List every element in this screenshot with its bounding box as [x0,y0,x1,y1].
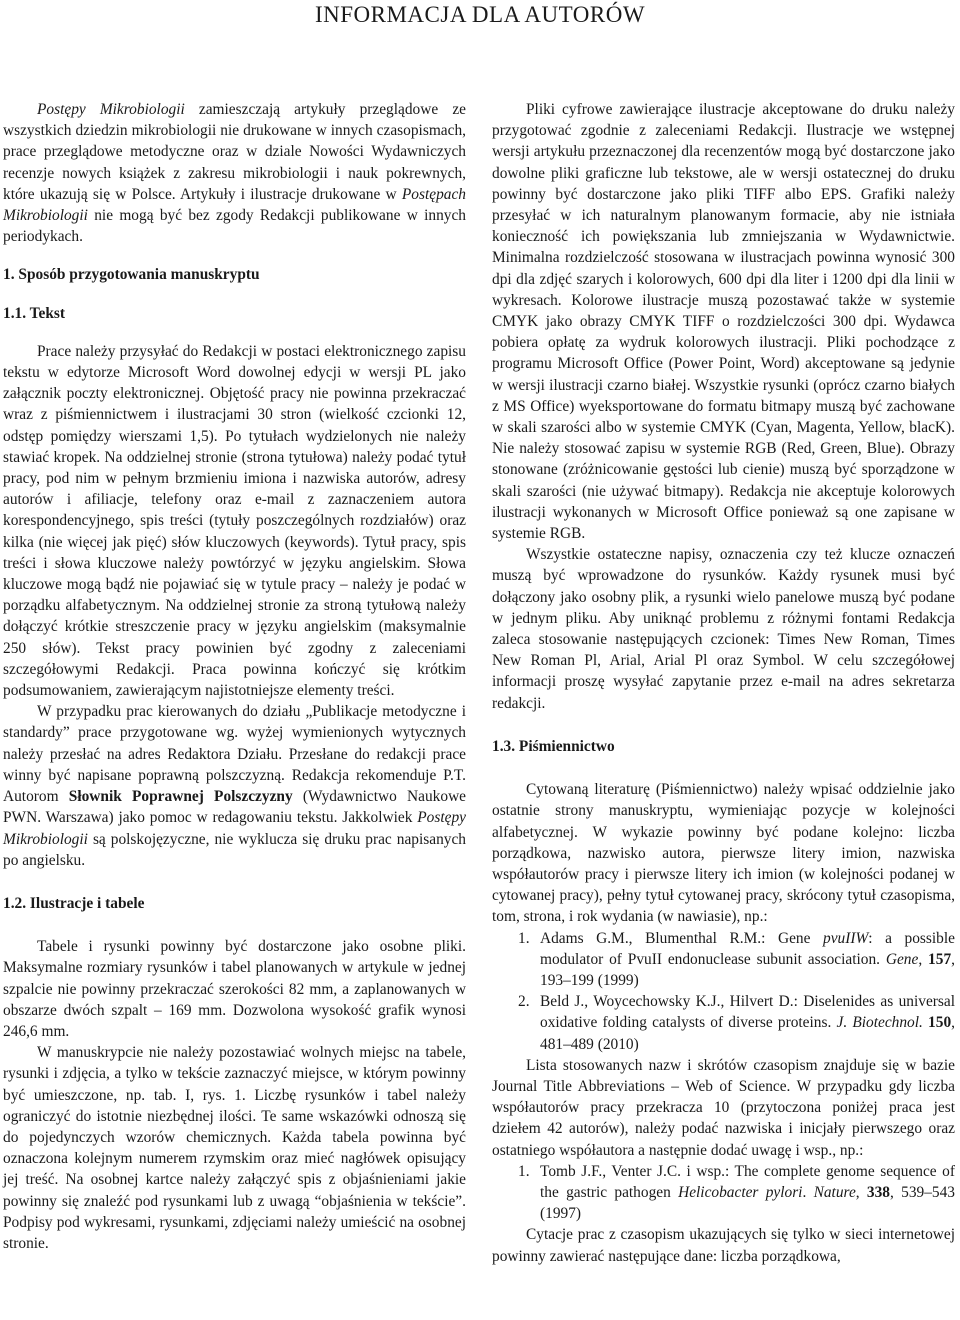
reference-item: 2. Beld J., Woycechowsky K.J., Hilvert D.: Diselenides as universal oxidative folding catalysts of diverse proteins. J. Biotechnol. 150, 481–489 (2010) [518,993,955,1053]
right-column [492,99,955,1267]
section-heading-1-2: 1.2. Ilustracje i tabele [3,894,145,912]
reference-item: 1. Adams G.M., Blumenthal R.M.: Gene pvuIIW: a possible modulator of PvuII endonuclease subunit association. Gene, 157, 193–199 (1999) [518,929,955,989]
text-paragraph: W przypadku prac kierowanych do działu „Publikacje metodyczne i standardy” prace przygotowane wg. wyżej wymienionych wytycznych należy przesłać na adres Redaktora Działu. Przesłane do redakcji prace winny być napisane poprawną polszczyzną. Redakcja rekomenduje P.T. Autorom Słownik Poprawnej Polszczyzny (Wydawnictwo Naukowe PWN. Warszawa) jako pomoc w redagowaniu tekstu. Jakkolwiek Postępy Mikrobiologii są polskojęzyczne, nie wyklucza się druku prac napisanych po angielsku. [3,703,467,869]
left-column [3,99,466,1254]
text-paragraph: Tabele i rysunki powinny być dostarczone jako osobne pliki. Maksymalne rozmiary rysunków i tabel planowanych w artykule w jednej szpalcie nie powinny przekraczać szerokości 82 mm, a zaplanowanych w obszarze dwóch szpalt – 169 mm. Dozwolona wysokość grafik wynosi 246,6 mm. [3,938,466,1040]
reference-list [492,1161,955,1225]
text-paragraph: Cytowaną literaturę (Piśmiennictwo) należy wpisać oddzielnie jako ostatnie strony manuskryptu, wymieniając pozycje w kolejności alfabetycznej. W wykazie powinny być podane kolejno: liczba porządkowa, nazwisko autora, pierwsze litery imion, nazwiska współautorów pracy i pierwsze litery ich imion (w kolejności podanej w cytowanej pracy), pełny tytuł cytowanej pracy, skrócony tytuł czasopisma, tom, strona, i rok wydania (w nawiasie), np.: [492,781,955,926]
section-heading-1-3: 1.3. Piśmiennictwo [492,737,615,755]
text-paragraph: Pliki cyfrowe zawierające ilustracje akceptowane do druku należy przygotować zgodnie z zaleceniami Redakcji. Ilustracje we wstępnej wersji artykułu przeznaczonej dla recenzentów mogą być dostarczone jako dowolne pliki graficzne lub tekstowe, ale w wersji ostatecznej do druku powinny być dostarczone jako pliki TIFF albo EPS. Grafiki należy przesyłać w ich naturalnym planowanym formacie, aby nie istniała konieczność ich powiększania lub zmniejszania w Wydawnictwie. Minimalna rozdzielczość stosowana w ilustracjach powinna wynosić 300 dpi dla zdjęć szarych i kolorowych, 600 dpi dla liter i 1200 dpi dla linii w wykresach. Kolorowe ilustracje muszą pozostawać także w systemie CMYK jako obrazy CMYK TIFF o rozdzielczości 300 dpi. Wydawca pobiera opłatę za wydruk kolorowych ilustracji. Pliki pochodzące z programu Microsoft Office (Power Point, Word) akceptowane są jedynie w wersji ilustracji czarno białej. Wszystkie rysunki (oprócz czarno białych z MS Office) wyeksportowane do formatu bitmapy muszą być zachowane w skali szarości albo w systemie CMYK (Cyan, Magenta, Yellow, blacK). Nie należy stosować zapisu w systemie RGB (Red, Green, Blue). Obrazy stonowane (zróżnicowanie gęstości lub cienie) muszą być sporządzone w skali szarości (nie używać bitmapy). Redakcja nie akceptuje kolorowych ilustracji wykonanych w Microsoft Office ponieważ są one zapisane w systemie RGB. [492,101,955,543]
text-paragraph: Prace należy przysyłać do Redakcji w postaci elektronicznego zapisu tekstu w edytorze Microsoft Word dowolnej edycji w wersji PL jako załącznik poczty elektronicznej. Objętość pracy nie powinna przekraczać wraz z piśmiennictwem i ilustracjami 30 stron (wielkość czcionki 12, odstęp pomiędzy wierszami 1,5). Po tytułach wydzielonych nie należy stawiać kropek. Na oddzielnej stronie (strona tytułowa) należy podać tytuł pracy, pod nim w pełnym brzmieniu imiona i nazwiska autorów, adresy autorów i afiliacje, telefony oraz e-mail z zaznaczeniem autora korespondencyjnego, spis treści (tytuły poszczególnych rozdziałów) oraz kilka (nie więcej jak pięć) słów kluczowych (keywords). Tytuł pracy, spis treści i słowa kluczowe należy powtórzyć w języku angielskim. Słowa kluczowe mogą bądź nie pojawiać się w tytule pracy – należy je podać w porządku alfabetycznym. Na oddzielnej stronie za stroną tytułową należy dołączyć krótkie streszczenie pracy w języku angielskim (maksymalnie 250 słów). Tekst pracy powinien być zgodny z zaleceniami szczegółowymi Redakcji. Praca powinna kończyć się krótkim podsumowaniem, zawierającym najistotniejsze elementy treści. [3,342,466,700]
text-paragraph: Cytacje prac z czasopism ukazujących się tylko w sieci internetowej powinny zawierać następujące dane: liczba porządkowa, [492,1226,955,1265]
intro-paragraph: Postępy Mikrobiologii zamieszczają artykuły przeglądowe ze wszystkich dziedzin mikrobiologii nie drukowane w innych czasopismach, prace przeglądowe metodyczne oraz w dziale Nowości Wydawniczych recenzje nowych książek z zakresu mikrobiologii i nauk pokrewnych, które ukazują się w Polsce. Artykuły i ilustracje drukowane w Postępach Mikrobiologii nie mogą być bez zgody Redakcji publikowane w innych periodykach. [3,101,466,246]
section-heading-1-1: 1.1. Tekst [3,304,66,322]
reference-item: 1. Tomb J.F., Venter J.C. i wsp.: The complete genome sequence of the gastric pathogen Helicobacter pylori. Nature, 338, 539–543 (1997) [518,1162,955,1223]
text-paragraph: Wszystkie ostateczne napisy, oznaczenia czy też klucze oznaczeń muszą być wprowadzone do rysunków. Każdy rysunek musi być dołączony jako osobny plik, a rysunki wielo panelowe muszą być podane w jednym pliku. Aby uniknąć problemu z różnymi fontami Redakcja zaleca stosowanie następujących czcionek: Times New Roman, Times New Roman Pl, Arial, Arial Pl oraz Symbol. W celu szczegółowej informacji proszę wysyłać zapytanie przez e-mail na adres sekretarza redakcji. [492,546,955,712]
page-title: INFORMACJA DLA AUTORÓW [314,2,646,27]
section-heading-1: 1. Sposób przygotowania manuskryptu [3,266,260,284]
reference-list [492,928,955,1055]
text-paragraph: W manuskrypcie nie należy pozostawiać wolnych miejsc na tabele, rysunki i zdjęcia, a tylko w tekście zaznaczyć miejsce, w którym powinny być umieszczone, np. tab. I, rys. 1. Liczbę rysunków i tabel należy ograniczyć do istotnie niezbędnej ilości. Te same wskazówki odnoszą się do pojedynczych wzorów chemicznych. Każda tabela powinna być oznaczona kolejnym numerem rzymskim oraz mieć nagłówek opisujący jej treść. Na osobnej kartce należy załączyć spis z objaśnieniami jakie powinny się znaleźć pod rysunkami lub z uwagą “objaśnienia w tekście”. Podpisy pod wykresami, rysunkami, zdjęciami należy umieścić na osobnej stronie. [3,1044,466,1252]
text-paragraph: Lista stosowanych nazw i skrótów czasopism znajduje się w bazie Journal Title Abbreviations – Web of Science. W przypadku gdy liczba współautorów pracy przekracza 10 (przytoczona poniżej praca jest dziełem 42 autorów), należy podać nazwiska i inicjały pierwszego oraz ostatniego współautora a następnie dodać uwagę i wsp., np.: [492,1056,955,1159]
journal-name: Postępy Mikrobiologii [37,101,185,118]
